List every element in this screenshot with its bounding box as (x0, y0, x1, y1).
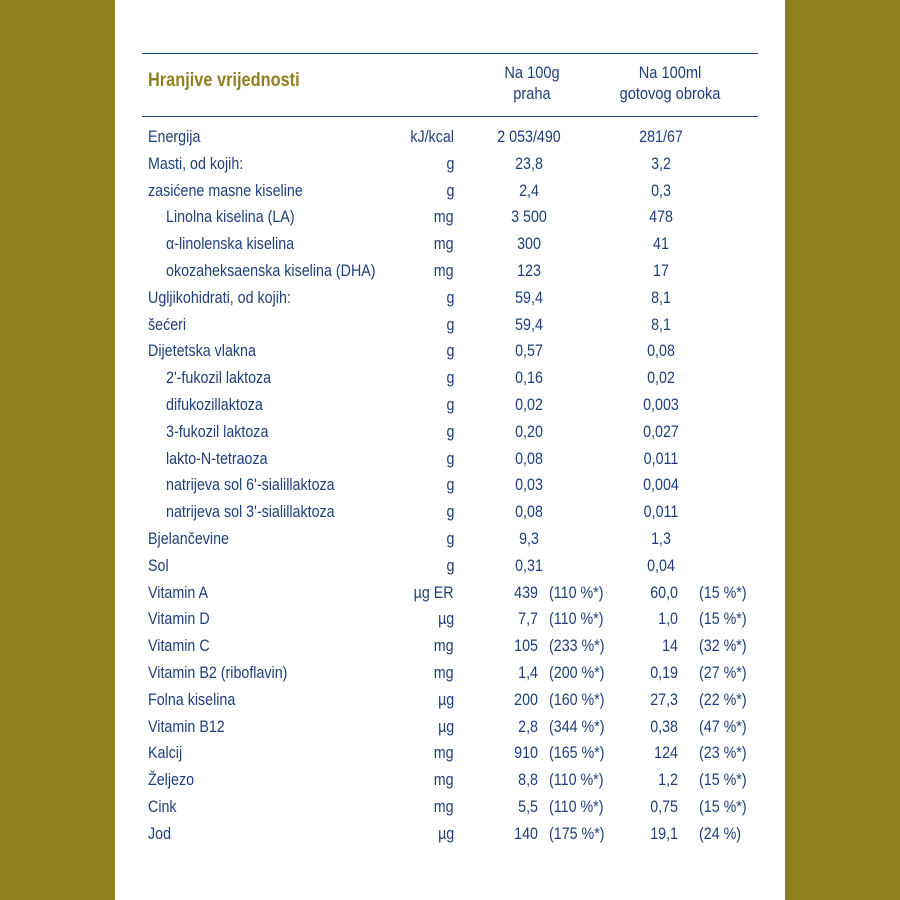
percent-per-100g: (160 %*) (549, 689, 605, 709)
value-per-100ml: 0,38 (650, 716, 678, 736)
percent-per-100g: (175 %*) (549, 823, 605, 843)
value-per-100g: 0,31 (515, 555, 543, 575)
vitamin-mineral-row (0, 794, 900, 821)
value-per-100g: 5,5 (518, 796, 538, 816)
value-per-100g: 910 (514, 743, 538, 763)
value-per-100g: 8,8 (518, 770, 538, 790)
value-per-100ml: 60,0 (650, 582, 678, 602)
nutrient-unit: g (446, 528, 454, 548)
nutrient-unit: g (446, 448, 454, 468)
percent-per-100g: (110 %*) (549, 796, 604, 816)
nutrient-name: Folna kiselina (148, 689, 236, 709)
percent-per-100ml: (15 %*) (699, 609, 747, 629)
nutrient-row (0, 285, 900, 312)
nutrient-unit: mg (434, 796, 454, 816)
nutrient-row (0, 499, 900, 526)
value-per-100g: 7,7 (518, 609, 538, 629)
nutrient-row (0, 526, 900, 553)
nutrient-name: Kalcij (148, 743, 183, 763)
nutrient-name: Energija (148, 127, 201, 146)
table-title: Hranjive vrijednosti (148, 70, 300, 91)
percent-per-100ml: (15 %*) (699, 796, 747, 816)
value-per-100ml: 41 (653, 234, 669, 254)
nutrition-table (0, 124, 900, 848)
nutrient-unit: kJ/kcal (410, 127, 454, 146)
nutrient-unit: g (446, 475, 454, 495)
nutrient-unit: µg (437, 716, 454, 736)
nutrient-row (0, 446, 900, 473)
percent-per-100ml: (47 %*) (699, 716, 747, 736)
percent-per-100g: (165 %*) (549, 743, 605, 763)
value-per-100g: 105 (514, 636, 538, 656)
nutrient-name: Vitamin B12 (148, 716, 225, 736)
nutrient-row (0, 231, 900, 258)
value-per-100ml: 0,19 (650, 662, 678, 682)
value-per-100ml: 0,004 (643, 475, 679, 495)
value-per-100ml: 17 (653, 260, 669, 280)
value-per-100ml: 0,02 (647, 368, 675, 388)
value-per-100ml: 0,08 (647, 341, 675, 361)
value-per-100ml: 8,1 (651, 287, 671, 307)
value-per-100ml: 1,0 (658, 609, 678, 629)
nutrient-name: Vitamin C (148, 636, 210, 656)
vitamin-mineral-row (0, 660, 900, 687)
percent-per-100ml: (15 %*) (699, 582, 747, 602)
nutrient-name: Linolna kiselina (LA) (166, 207, 295, 227)
nutrient-name: lakto-N-tetraoza (166, 448, 268, 468)
value-per-100ml: 8,1 (651, 314, 671, 334)
percent-per-100g: (200 %*) (549, 662, 605, 682)
vitamin-mineral-row (0, 606, 900, 633)
nutrient-unit: µg (437, 823, 454, 843)
value-per-100g: 2 053/490 (497, 127, 561, 146)
nutrient-row (0, 392, 900, 419)
percent-per-100ml: (15 %*) (699, 770, 747, 790)
percent-per-100g: (110 %*) (549, 770, 604, 790)
value-per-100ml: 124 (654, 743, 678, 763)
nutrient-row (0, 472, 900, 499)
value-per-100ml: 1,2 (658, 770, 678, 790)
nutrient-row (0, 338, 900, 365)
nutrient-name: Sol (148, 555, 169, 575)
percent-per-100g: (233 %*) (549, 636, 605, 656)
value-per-100ml: 0,75 (650, 796, 678, 816)
value-per-100g: 140 (514, 823, 538, 843)
value-per-100g: 59,4 (515, 287, 543, 307)
nutrient-name: natrijeva sol 3'-sialillaktoza (166, 502, 335, 522)
nutrient-name: Dijetetska vlakna (148, 341, 256, 361)
value-per-100g: 0,08 (515, 448, 543, 468)
nutrient-unit: g (446, 502, 454, 522)
vitamin-mineral-row (0, 740, 900, 767)
value-per-100g: 59,4 (515, 314, 543, 334)
nutrient-unit: µg (437, 689, 454, 709)
percent-per-100g: (344 %*) (549, 716, 605, 736)
column-header-per-100g-line1: Na 100g (504, 63, 560, 82)
nutrient-name: difukozillaktoza (166, 394, 263, 414)
percent-per-100ml: (23 %*) (699, 743, 747, 763)
nutrient-name: Vitamin D (148, 609, 210, 629)
value-per-100g: 123 (517, 260, 541, 280)
nutrient-unit: mg (434, 662, 454, 682)
nutrient-row (0, 312, 900, 339)
nutrient-unit: mg (434, 260, 454, 280)
value-per-100g: 300 (517, 234, 541, 254)
value-per-100g: 0,20 (515, 421, 543, 441)
nutrient-unit: g (446, 341, 454, 361)
nutrient-name: zasićene masne kiseline (148, 180, 303, 200)
vitamin-mineral-row (0, 767, 900, 794)
column-header-per-100ml-line2: gotovog obroka (619, 84, 721, 103)
value-per-100g: 0,08 (515, 502, 543, 522)
value-per-100g: 439 (514, 582, 538, 602)
nutrient-unit: mg (434, 743, 454, 763)
column-header-per-100ml (614, 62, 726, 104)
value-per-100ml: 0,011 (643, 502, 679, 522)
value-per-100ml: 0,3 (651, 180, 671, 200)
column-header-per-100ml-line1: Na 100ml (638, 63, 702, 82)
value-per-100g: 3 500 (511, 207, 547, 227)
value-per-100g: 0,02 (515, 394, 543, 414)
nutrient-name: 2'-fukozil laktoza (166, 368, 272, 388)
vitamin-mineral-row (0, 714, 900, 741)
value-per-100ml: 281/67 (639, 127, 683, 146)
percent-per-100g: (110 %*) (549, 609, 604, 629)
nutrient-row (0, 178, 900, 205)
percent-per-100ml: (32 %*) (699, 636, 747, 656)
nutrient-name: Ugljikohidrati, od kojih: (148, 287, 291, 307)
value-per-100ml: 19,1 (650, 823, 678, 843)
nutrient-name: Cink (148, 796, 177, 816)
percent-per-100ml: (24 %) (699, 823, 742, 843)
value-per-100g: 0,03 (515, 475, 543, 495)
value-per-100g: 2,4 (519, 180, 539, 200)
top-rule (142, 53, 758, 54)
value-per-100ml: 1,3 (651, 528, 671, 548)
nutrient-unit: µg (437, 609, 454, 629)
vitamin-mineral-row (0, 687, 900, 714)
value-per-100ml: 0,04 (647, 555, 675, 575)
value-per-100g: 1,4 (518, 662, 538, 682)
nutrient-row (0, 204, 900, 231)
nutrient-unit: g (446, 314, 454, 334)
value-per-100ml: 0,011 (643, 448, 679, 468)
value-per-100ml: 3,2 (651, 153, 671, 173)
nutrient-unit: µg ER (414, 582, 454, 602)
nutrient-name: α-linolenska kiselina (166, 234, 295, 254)
value-per-100ml: 0,003 (643, 394, 679, 414)
nutrient-row (0, 124, 900, 151)
value-per-100g: 9,3 (519, 528, 539, 548)
vitamin-mineral-row (0, 633, 900, 660)
value-per-100g: 2,8 (518, 716, 538, 736)
value-per-100g: 0,16 (515, 368, 543, 388)
nutrient-unit: g (446, 153, 454, 173)
nutrient-name: 3-fukozil laktoza (166, 421, 269, 441)
nutrient-unit: g (446, 287, 454, 307)
percent-per-100ml: (27 %*) (699, 662, 747, 682)
nutrient-unit: g (446, 394, 454, 414)
nutrient-row (0, 258, 900, 285)
column-header-per-100g-line2: praha (513, 84, 551, 103)
nutrient-name: šećeri (148, 314, 187, 334)
nutrient-row (0, 365, 900, 392)
value-per-100g: 200 (514, 689, 538, 709)
nutrient-row (0, 151, 900, 178)
percent-per-100ml: (22 %*) (699, 689, 747, 709)
nutrient-name: natrijeva sol 6'-sialillaktoza (166, 475, 335, 495)
column-header-per-100g (480, 62, 583, 104)
nutrient-row (0, 553, 900, 580)
nutrient-row (0, 419, 900, 446)
nutrient-unit: g (446, 180, 454, 200)
nutrient-unit: g (446, 555, 454, 575)
nutrient-unit: mg (434, 636, 454, 656)
nutrient-name: Jod (148, 823, 172, 843)
nutrient-name: Željezo (148, 770, 195, 790)
nutrient-unit: g (446, 368, 454, 388)
value-per-100ml: 478 (649, 207, 673, 227)
vitamin-mineral-row (0, 821, 900, 848)
value-per-100ml: 27,3 (650, 689, 678, 709)
value-per-100ml: 0,027 (643, 421, 679, 441)
vitamin-mineral-row (0, 580, 900, 607)
nutrient-unit: mg (434, 207, 454, 227)
nutrient-name: Masti, od kojih: (148, 153, 244, 173)
header-rule (142, 116, 758, 117)
nutrient-name: okozaheksaenska kiselina (DHA) (166, 260, 376, 280)
nutrient-name: Vitamin A (148, 582, 209, 602)
value-per-100g: 23,8 (515, 153, 543, 173)
value-per-100g: 0,57 (515, 341, 543, 361)
value-per-100ml: 14 (662, 636, 678, 656)
nutrient-unit: mg (434, 234, 454, 254)
percent-per-100g: (110 %*) (549, 582, 604, 602)
nutrient-name: Bjelančevine (148, 528, 229, 548)
nutrient-unit: g (446, 421, 454, 441)
nutrient-name: Vitamin B2 (riboflavin) (148, 662, 288, 682)
nutrient-unit: mg (434, 770, 454, 790)
